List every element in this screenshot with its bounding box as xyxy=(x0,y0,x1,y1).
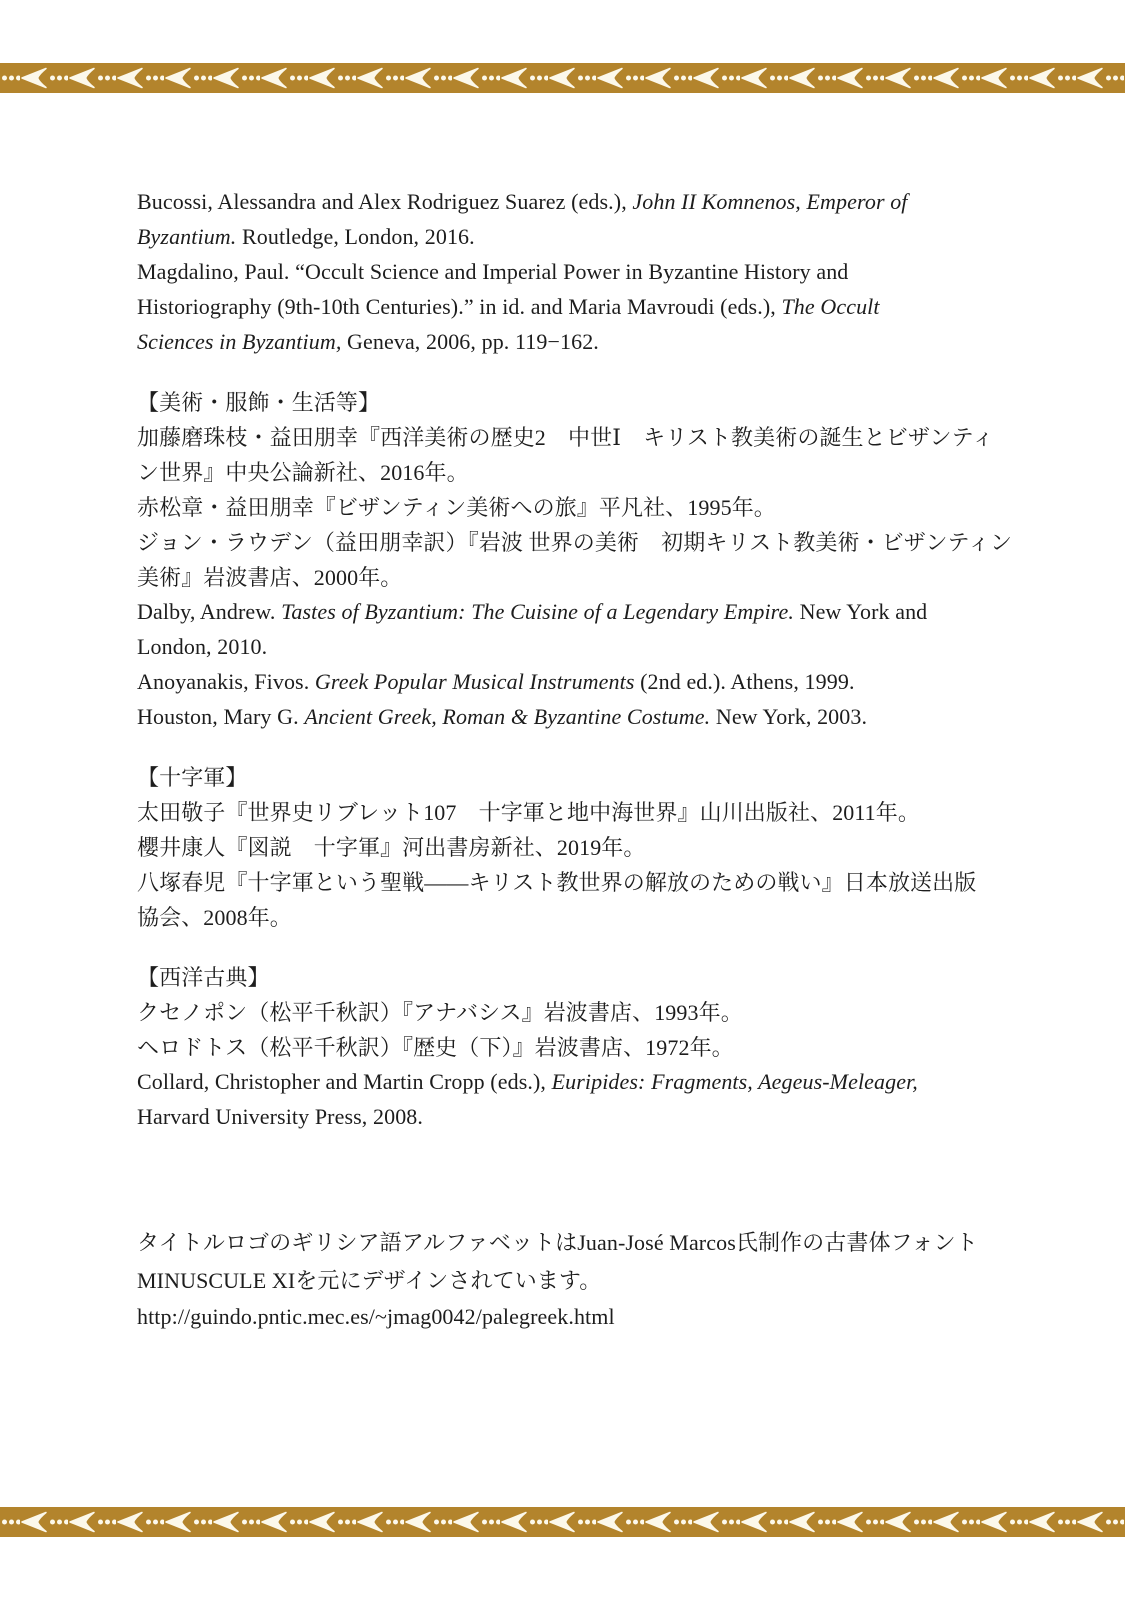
bibliography-line xyxy=(137,829,997,864)
arrow-dots-ornament-icon xyxy=(260,63,308,93)
arrow-dots-ornament-icon xyxy=(932,1507,980,1537)
arrow-dots-ornament-icon xyxy=(0,1507,20,1537)
arrow-dots-ornament-icon xyxy=(884,1507,932,1537)
italic-title-text: Euripides: Fragments, Aegeus-Meleager, xyxy=(551,1068,918,1094)
arrow-dots-ornament-icon xyxy=(164,63,212,93)
arrow-dots-ornament-icon xyxy=(404,1507,452,1537)
reference-text: Anoyanakis, Fivos. xyxy=(137,668,315,694)
arrow-dots-ornament-icon xyxy=(500,1507,548,1537)
bibliography-line xyxy=(137,1029,997,1064)
arrow-dots-ornament-icon xyxy=(0,63,20,93)
italic-title-text: Tastes of Byzantium: The Cuisine of a Legendary Empire. xyxy=(281,598,794,624)
arrow-dots-ornament-icon xyxy=(1028,1507,1076,1537)
section-heading: 【美術・服飾・生活等】 xyxy=(137,390,381,415)
arrow-dots-ornament-icon xyxy=(260,1507,308,1537)
arrow-dots-ornament-icon xyxy=(788,1507,836,1537)
reference-text: Harvard University Press, 2008. xyxy=(137,1103,423,1129)
arrow-dots-ornament-icon xyxy=(932,63,980,93)
arrow-dots-ornament-icon xyxy=(452,1507,500,1537)
reference-text: クセノポン（松平千秋訳）『アナバシス』岩波書店、1993年。 xyxy=(137,1000,743,1025)
bibliography-line xyxy=(137,699,997,734)
reference-text: 赤松章・益田朋幸『ビザンティン美術への旅』平凡社、1995年。 xyxy=(137,495,776,520)
bibliography-section xyxy=(137,759,997,934)
reference-text: Historiography (9th-10th Centuries).” in id. and Maria Mavroudi (eds.), xyxy=(137,293,782,319)
arrow-dots-ornament-icon xyxy=(788,63,836,93)
reference-text: 加藤磨珠枝・益田朋幸『西洋美術の歴史2 中世Ⅰ キリスト教美術の誕生とビザンティ xyxy=(137,425,995,450)
arrow-dots-ornament-icon xyxy=(308,1507,356,1537)
reference-text: (2nd ed.). Athens, 1999. xyxy=(634,668,855,694)
bibliography-section xyxy=(137,959,997,1134)
arrow-dots-ornament-icon xyxy=(116,1507,164,1537)
arrow-dots-ornament-icon xyxy=(548,1507,596,1537)
bibliography-line xyxy=(137,899,997,934)
arrow-dots-ornament-icon xyxy=(644,1507,692,1537)
arrow-dots-ornament-icon xyxy=(548,63,596,93)
arrow-dots-ornament-icon xyxy=(20,63,68,93)
arrow-dots-ornament-icon xyxy=(68,1507,116,1537)
arrow-dots-ornament-icon xyxy=(212,1507,260,1537)
arrow-dots-ornament-icon xyxy=(404,63,452,93)
italic-title-text: John II Komnenos, Emperor of xyxy=(632,188,908,214)
bibliography-line xyxy=(137,254,997,289)
italic-title-text: Byzantium. xyxy=(137,223,237,249)
arrow-dots-ornament-icon xyxy=(980,1507,1028,1537)
reference-text: Routledge, London, 2016. xyxy=(236,223,475,249)
reference-text: ジョン・ラウデン（益田朋幸訳）『岩波 世界の美術 初期キリスト教美術・ビザンティン xyxy=(137,530,1013,555)
arrow-dots-ornament-icon xyxy=(740,1507,788,1537)
bibliography-line xyxy=(137,994,997,1029)
colophon-line: タイトルロゴのギリシア語アルファベットはJuan-José Marcos氏制作の古書体フォント xyxy=(137,1229,978,1255)
reference-text: London, 2010. xyxy=(137,633,268,659)
arrow-dots-ornament-icon xyxy=(20,1507,68,1537)
reference-text: 協会、2008年。 xyxy=(137,905,292,930)
arrow-dots-ornament-icon xyxy=(1076,63,1124,93)
italic-title-text: Ancient Greek, Roman & Byzantine Costume. xyxy=(304,703,711,729)
bibliography-section xyxy=(137,184,997,359)
reference-text: ヘロドトス（松平千秋訳）『歴史（下）』岩波書店、1972年。 xyxy=(137,1035,734,1060)
bibliography-line xyxy=(137,664,997,699)
reference-text: New York, 2003. xyxy=(710,703,868,729)
reference-text: Collard, Christopher and Martin Cropp (eds.), xyxy=(137,1068,552,1094)
reference-text: New York and xyxy=(793,598,928,624)
bibliography-line xyxy=(137,1064,997,1099)
reference-text: Magdalino, Paul. “Occult Science and Imperial Power in Byzantine History and xyxy=(137,258,849,284)
reference-text: Houston, Mary G. xyxy=(137,703,305,729)
bibliography-line xyxy=(137,1099,997,1134)
colophon-url: http://guindo.pntic.mec.es/~jmag0042/palegreek.html xyxy=(137,1304,615,1329)
bibliography-line xyxy=(137,419,997,454)
reference-text: Dalby, Andrew. xyxy=(137,598,282,624)
ornament-border-bottom xyxy=(0,1507,1125,1537)
arrow-dots-ornament-icon xyxy=(596,1507,644,1537)
reference-text: 太田敬子『世界史リブレット107 十字軍と地中海世界』山川出版社、2011年。 xyxy=(137,800,920,825)
arrow-dots-ornament-icon xyxy=(836,63,884,93)
section-heading: 【西洋古典】 xyxy=(137,965,270,990)
bibliography-line xyxy=(137,289,997,324)
arrow-dots-ornament-icon xyxy=(884,63,932,93)
arrow-dots-ornament-icon xyxy=(164,1507,212,1537)
arrow-dots-ornament-icon xyxy=(116,63,164,93)
section-heading: 【十字軍】 xyxy=(137,765,248,790)
italic-title-text: Sciences in Byzantium, xyxy=(137,328,342,354)
arrow-dots-ornament-icon xyxy=(980,63,1028,93)
arrow-dots-ornament-icon xyxy=(692,63,740,93)
arrow-dots-ornament-icon xyxy=(836,1507,884,1537)
reference-text: 八塚春児『十字軍という聖戦——キリスト教世界の解放のための戦い』日本放送出版 xyxy=(137,870,977,895)
bibliography-line xyxy=(137,184,997,219)
arrow-dots-ornament-icon xyxy=(644,63,692,93)
arrow-dots-ornament-icon xyxy=(740,63,788,93)
reference-text: 美術』岩波書店、2000年。 xyxy=(137,565,403,590)
ornament-border-top xyxy=(0,63,1125,93)
bibliography-line xyxy=(137,629,997,664)
arrow-dots-ornament-icon xyxy=(68,63,116,93)
bibliography-line xyxy=(137,794,997,829)
bibliography xyxy=(137,184,1013,1134)
colophon-note xyxy=(137,1222,997,1336)
bibliography-section xyxy=(137,384,1013,734)
arrow-dots-ornament-icon xyxy=(356,63,404,93)
arrow-dots-ornament-icon xyxy=(1076,1507,1124,1537)
bibliography-line xyxy=(137,594,997,629)
arrow-dots-ornament-icon xyxy=(500,63,548,93)
bibliography-line xyxy=(137,219,997,254)
arrow-dots-ornament-icon xyxy=(212,63,260,93)
arrow-dots-ornament-icon xyxy=(308,63,356,93)
reference-text: Bucossi, Alessandra and Alex Rodriguez Suarez (eds.), xyxy=(137,188,633,214)
arrow-dots-ornament-icon xyxy=(596,63,644,93)
bibliography-line xyxy=(137,489,997,524)
italic-title-text: The Occult xyxy=(781,293,880,319)
bibliography-line xyxy=(137,324,997,359)
arrow-dots-ornament-icon xyxy=(1028,63,1076,93)
reference-text: 櫻井康人『図説 十字軍』河出書房新社、2019年。 xyxy=(137,835,646,860)
colophon-line: MINUSCULE XIを元にデザインされています。 xyxy=(137,1267,602,1293)
arrow-dots-ornament-icon xyxy=(692,1507,740,1537)
reference-text: ン世界』中央公論新社、2016年。 xyxy=(137,460,469,485)
reference-text: Geneva, 2006, pp. 119−162. xyxy=(341,328,599,354)
bibliography-line xyxy=(137,454,997,489)
italic-title-text: Greek Popular Musical Instruments xyxy=(314,668,635,694)
bibliography-line xyxy=(137,864,997,899)
bibliography-line xyxy=(137,559,997,594)
bibliography-line xyxy=(137,524,1013,559)
arrow-dots-ornament-icon xyxy=(452,63,500,93)
arrow-dots-ornament-icon xyxy=(356,1507,404,1537)
